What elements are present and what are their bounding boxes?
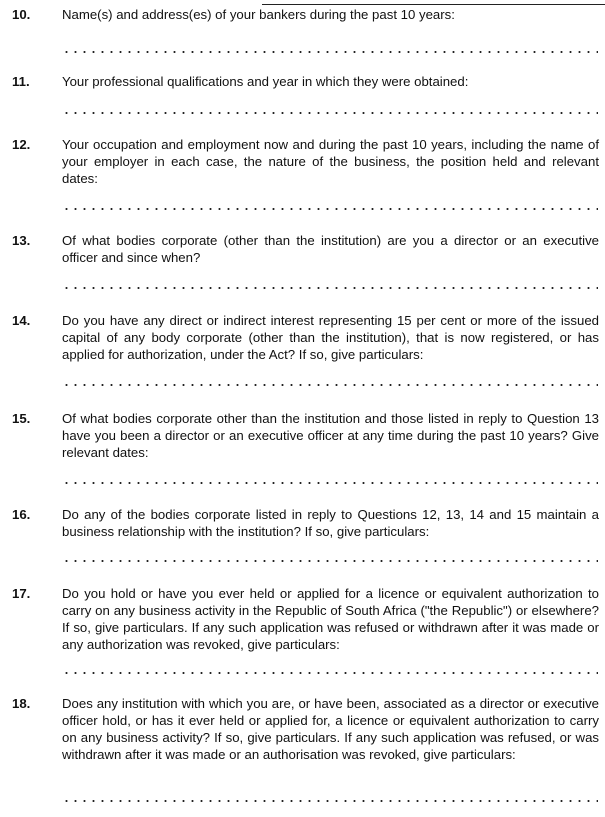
question-number: 14. bbox=[12, 313, 31, 328]
question-number: 12. bbox=[12, 137, 31, 152]
question-number: 18. bbox=[12, 696, 31, 711]
question-text: Do you have any direct or indirect interest representing 15 per cent or more of the issued capital of any body corporate (other than the institution), that is now registered, or has applied for authorization, under the Act? If so, give particulars: bbox=[62, 313, 599, 362]
answer-line[interactable] bbox=[62, 112, 598, 114]
answer-line[interactable] bbox=[62, 208, 598, 210]
question-text: Does any institution with which you are, or have been, associated as a director or executive officer hold, or has it ever held or applied for, a licence or equivalent authorization to carry on any business activity? If so, give particulars. If any such application was refused, or was withdrawn after it was made or an authorisation was revoked, give particulars: bbox=[62, 696, 599, 762]
question-text: Your occupation and employment now and during the past 10 years, including the name of your employer in each case, the nature of the business, the position held and relevant dates: bbox=[62, 137, 599, 186]
question-number: 13. bbox=[12, 233, 31, 248]
question-text: Name(s) and address(es) of your bankers during the past 10 years: bbox=[62, 7, 455, 22]
question-text: Your professional qualifications and year in which they were obtained: bbox=[62, 74, 469, 89]
answer-line[interactable] bbox=[62, 800, 598, 802]
question-text: Do any of the bodies corporate listed in reply to Questions 12, 13, 14 and 15 maintain a business relationship with the institution? If so, give particulars: bbox=[62, 507, 599, 539]
question-text: Do you hold or have you ever held or applied for a licence or equivalent authorization to carry on any business activity in the Republic of South Africa ("the Republic") or elsewhere? If so, give particulars. If any such application was refused or withdrawn after it was made or any authorization was revoked, give particulars: bbox=[62, 586, 599, 652]
question-number: 10. bbox=[12, 7, 31, 22]
question-number: 16. bbox=[12, 507, 31, 522]
question-text: Of what bodies corporate other than the institution and those listed in reply to Question 13 have you been a director or an executive officer at any time during the past 10 years? Give relevant dates: bbox=[62, 411, 599, 460]
question-number: 17. bbox=[12, 586, 31, 601]
top-rule bbox=[262, 4, 605, 5]
question-number: 11. bbox=[12, 74, 30, 89]
answer-line[interactable] bbox=[62, 384, 598, 386]
answer-line[interactable] bbox=[62, 51, 598, 53]
answer-line[interactable] bbox=[62, 560, 598, 562]
answer-line[interactable] bbox=[62, 482, 598, 484]
answer-line[interactable] bbox=[62, 672, 598, 674]
answer-line[interactable] bbox=[62, 287, 598, 289]
question-text: Of what bodies corporate (other than the institution) are you a director or an executive officer and since when? bbox=[62, 233, 599, 265]
question-number: 15. bbox=[12, 411, 31, 426]
